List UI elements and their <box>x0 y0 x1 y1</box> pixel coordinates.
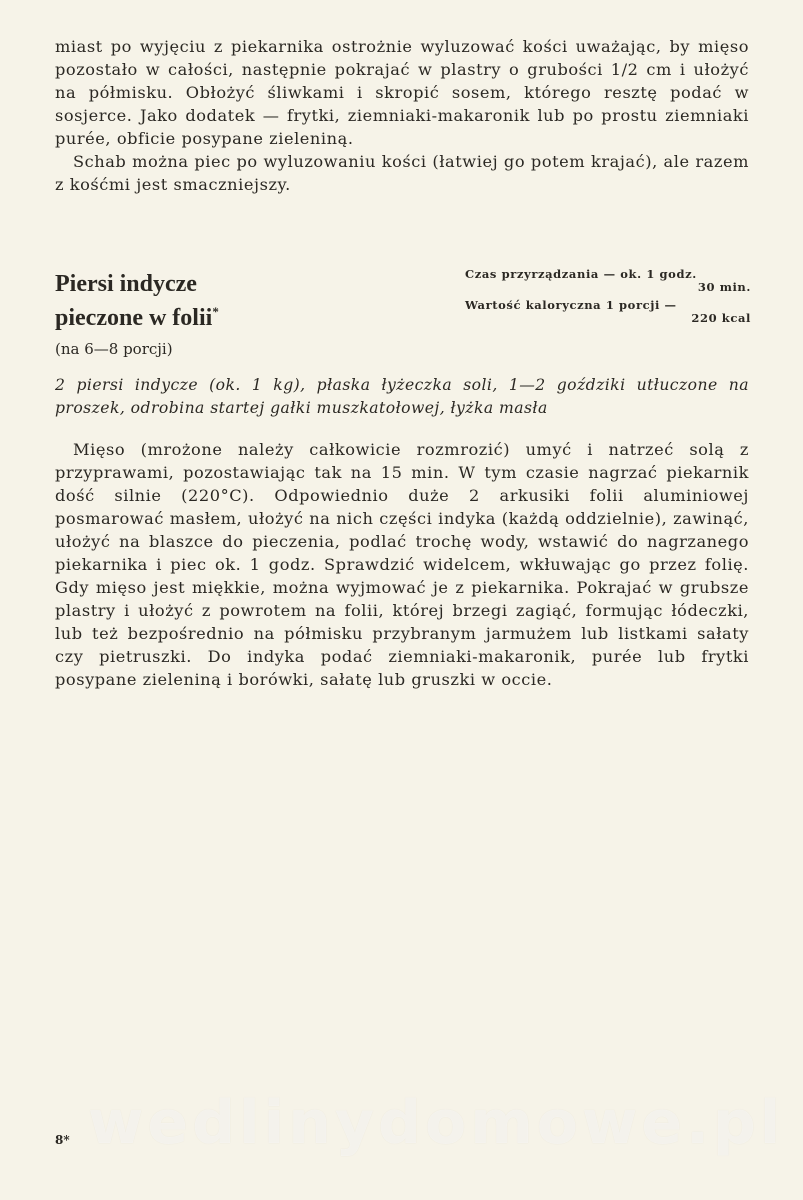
page-number: 8* <box>55 1133 70 1147</box>
prep-time <box>465 268 751 294</box>
recipe-title <box>55 270 385 332</box>
recipe-title-line-1: Piersi indycze <box>55 271 197 297</box>
footnote-mark: * <box>212 304 219 319</box>
ingredients-list: 2 piersi indycze (ok. 1 kg), płaska łyżeczka soli, 1—2 goździki utłuczone na proszek, odrobina startej gałki muszkatołowej, łyżka masła <box>55 376 749 417</box>
calories-value: 220 kcal <box>691 311 751 325</box>
prep-time-value: 30 min. <box>697 280 751 294</box>
prep-time-label: Czas przyrządzania — ok. 1 godz. <box>465 267 697 281</box>
intro-paragraph-2: Schab można piec po wyluzowaniu kości (łatwiej go potem krajać), ale razem z kośćmi jest smaczniejszy. <box>55 152 749 194</box>
recipe-title-line-2: pieczone w folii <box>55 305 213 331</box>
method-text <box>55 438 749 691</box>
method-paragraph: Mięso (mrożone należy całkowicie rozmrozić) umyć i natrzeć solą z przyprawami, pozostawiając tak na 15 min. W tym czasie nagrzać piekarnik dość silnie (220°C). Odpowiednio duże 2 arkusiki folii aluminiowej posmarować masłem, ułożyć na nich części indyka (każdą oddzielnie), zawinąć, ułożyć na blaszce do pieczenia, podlać trochę wody, wstawić do nagrzanego piekarnika i piec ok. 1 godz. Sprawdzić widelcem, wkłuwając go przez folię. Gdy mięso jest miękkie, można wyjmować je z piekarnika. Pokrajać w grubsze plastry i ułożyć z powrotem na folii, której brzegi zagiąć, formując łódeczki, lub też bezpośrednio na półmisku przybranym jarmużem lub listkami sałaty czy pietruszki. Do indyka podać ziemniaki-makaronik, purée lub frytki posypane zieleniną i borówki, sałatę lub gruszki w occie. <box>55 440 749 689</box>
watermark: wedlinydomowe.pl <box>88 1088 785 1158</box>
intro-text <box>55 35 749 196</box>
recipe-meta <box>465 268 751 330</box>
calories <box>465 299 751 325</box>
calories-label: Wartość kaloryczna 1 porcji — <box>465 298 677 312</box>
intro-paragraph-1: miast po wyjęciu z piekarnika ostrożnie wyluzować kości uważając, by mięso pozostało w całości, następnie pokrajać w plastry o grubości 1/2 cm i ułożyć na półmisku. Obłożyć śliwkami i skropić sosem, którego resztę podać w sosjerce. Jako dodatek — frytki, ziemniaki-makaronik lub po prostu ziemniaki purée, obficie posypane zieleniną. <box>55 37 749 148</box>
servings: (na 6—8 porcji) <box>55 340 173 358</box>
recipe-header <box>55 270 385 360</box>
